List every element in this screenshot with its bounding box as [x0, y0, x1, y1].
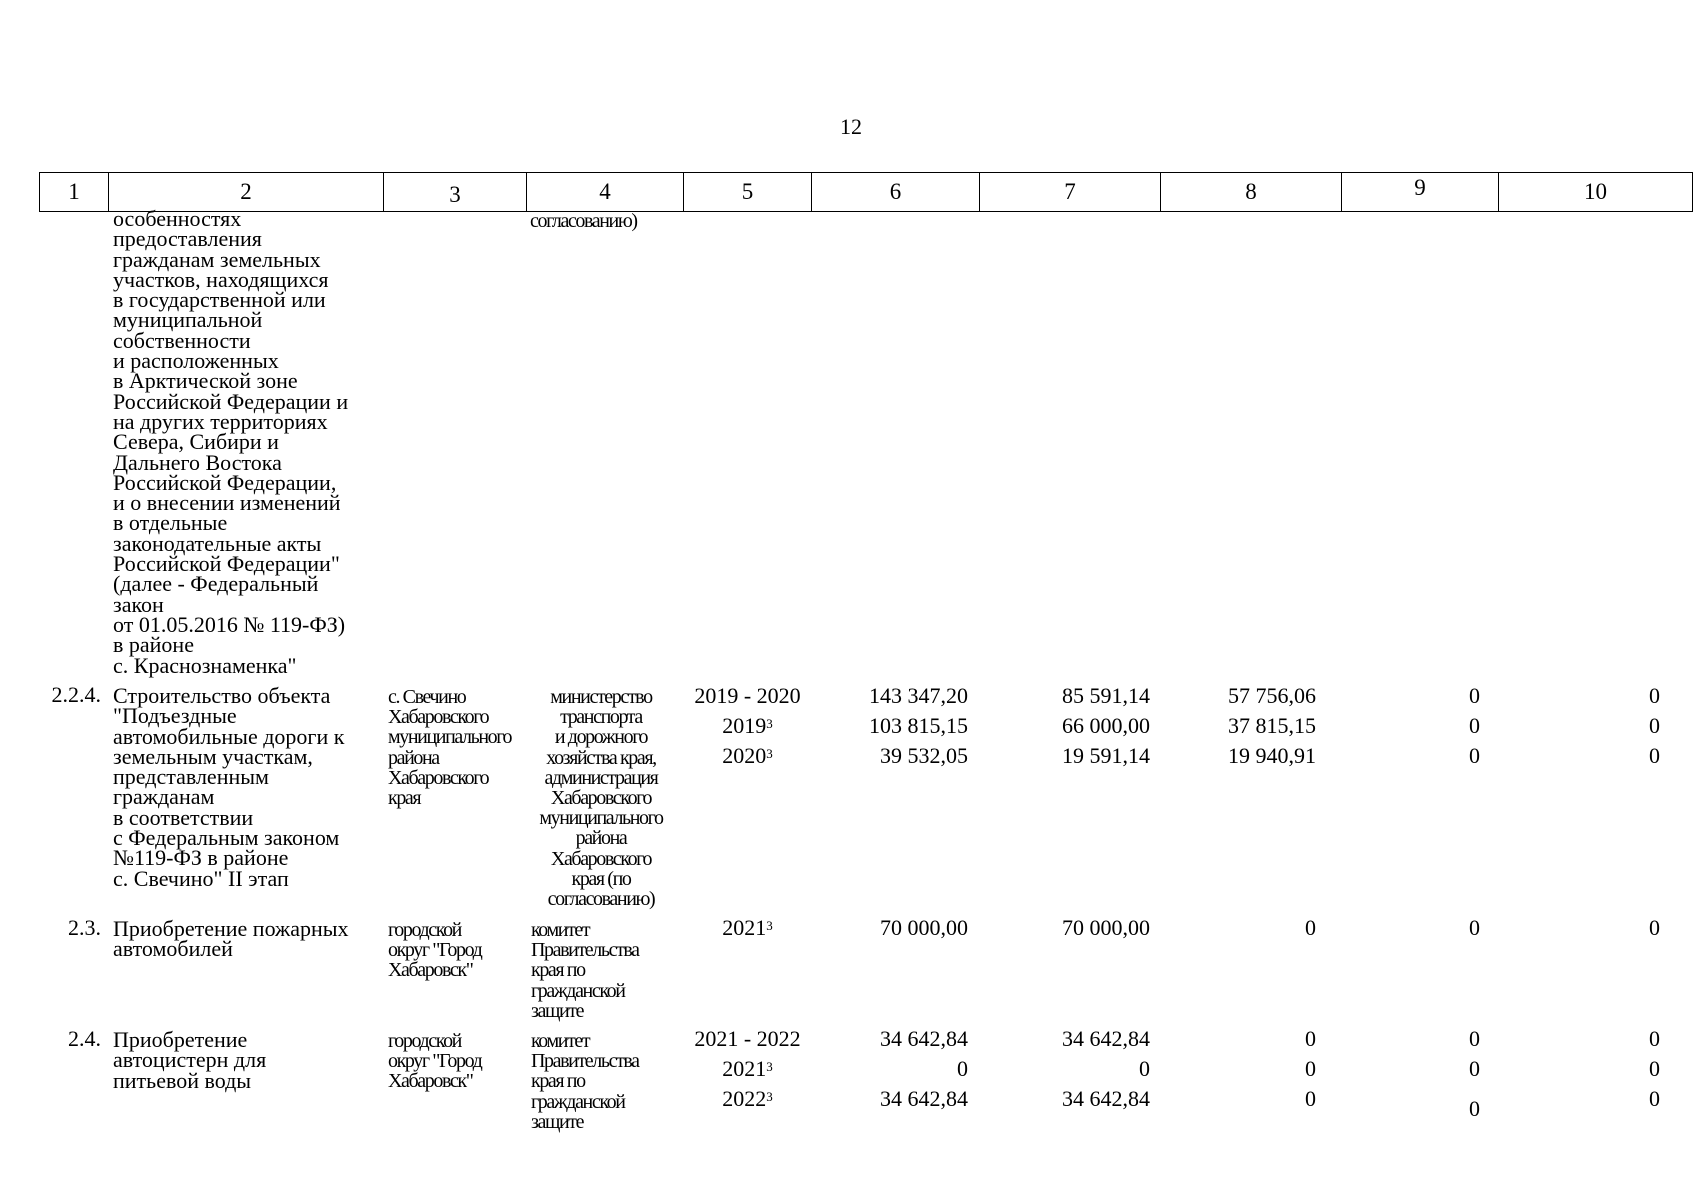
row-2-2-4-name: Строительство объекта "Подъездные автомобильные дороги к земельным участкам, представленным гражданам в соответствии с Федеральным законом №119-ФЗ в районе с. Свечино" II этап: [113, 683, 345, 891]
row-2-2-4-number: 2.2.4.: [51, 682, 101, 707]
header-col-10: 10: [1584, 179, 1607, 204]
table-header: [39, 172, 1693, 212]
header-col-2: 2: [109, 173, 384, 211]
header-col-6: 6: [812, 173, 980, 211]
row-2-4-col-6: 34 642,84 0 34 642,84: [880, 1026, 968, 1111]
row-2-3-col-10: 0: [1649, 915, 1660, 940]
row-2-2-4-col-10: 0 0 0: [1649, 683, 1660, 768]
row-2-3-location: городской округ "Город Хабаровск": [388, 919, 482, 982]
row-2-4-executor: комитет Правительства края по гражданской защите: [531, 1030, 639, 1133]
row-2-4-col-8: 0 0 0: [1305, 1026, 1316, 1111]
row-2-3-col-8: 0: [1305, 915, 1316, 940]
row-2-3-col-7: 70 000,00: [1062, 915, 1150, 940]
row-2-4-col-7: 34 642,84 0 34 642,84: [1062, 1026, 1150, 1111]
row-2-2-4-col-9: 0 0 0: [1469, 683, 1480, 768]
row-2-3-number: 2.3.: [68, 915, 101, 940]
row-2-2-4-executor: министерство транспорта и дорожного хозяйства края, администрация Хабаровского муниципального района Хабаровского края (по согласованию): [539, 686, 663, 911]
row-2-3-name: Приобретение пожарных автомобилей: [113, 916, 349, 962]
row-2-4-number: 2.4.: [68, 1026, 101, 1051]
row-2-3-col-6: 70 000,00: [880, 915, 968, 940]
row-2-4-name: Приобретение автоцистерн для питьевой воды: [113, 1027, 267, 1093]
header-col-7: 7: [980, 173, 1161, 211]
continuation-name: особенностях предоставления гражданам земельных участков, находящихся в государственной или муниципальной собственности и расположенных в Арктической зоне Российской Федерации и на других территориях Севера, Сибири и Дальнего Востока Российской Федерации, и о внесении изменений в отдельные законодательные акты Российской Федерации" (далее - Федеральный закон от 01.05.2016 № 119-ФЗ) в районе с. Краснознаменка": [113, 206, 349, 678]
row-2-4-years: 2021 - 2022 2021$^3$ 2022$^3$: [694, 1026, 801, 1111]
header-col-9: 9: [1342, 173, 1499, 211]
row-2-2-4-location: с. Свечино Хабаровского муниципального района Хабаровского края: [388, 686, 512, 810]
row-2-4-col-9: 0 0 0: [1469, 1026, 1480, 1121]
header-col-8: 8: [1161, 173, 1342, 211]
header-col-5: 5: [684, 173, 812, 211]
row-2-2-4-col-8: 57 756,06 37 815,15 19 940,91: [1228, 683, 1316, 768]
row-2-3-col-9: 0: [1469, 915, 1480, 940]
row-2-2-4-years: 2019 - 2020 2019$^3$ 2020$^3$: [694, 683, 801, 768]
row-2-3-years: 2021$^3$: [722, 915, 773, 940]
page-number: 12: [840, 114, 862, 139]
row-2-2-4-col-7: 85 591,14 66 000,00 19 591,14: [1062, 683, 1150, 768]
header-col-4: 4: [527, 173, 684, 211]
header-col-1: 1: [40, 173, 109, 211]
row-2-2-4-col-6: 143 347,20 103 815,15 39 532,05: [869, 683, 968, 768]
row-2-3-executor: комитет Правительства края по гражданской защите: [531, 919, 639, 1022]
row-2-4-col-10: 0 0 0: [1649, 1026, 1660, 1111]
header-col-3: 3: [384, 173, 527, 211]
row-2-4-location: городской округ "Город Хабаровск": [388, 1030, 482, 1093]
continuation-executor: согласованию): [530, 210, 637, 232]
